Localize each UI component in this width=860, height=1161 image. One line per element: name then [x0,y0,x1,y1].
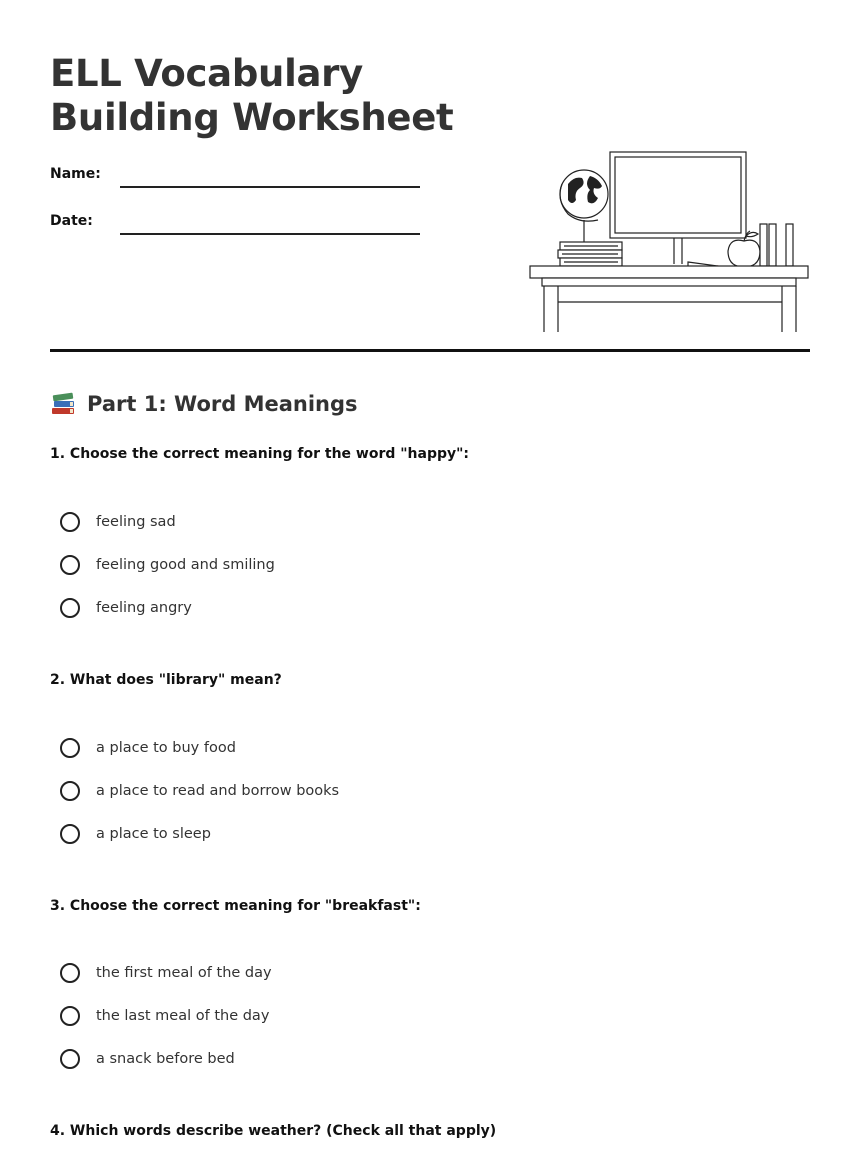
classroom-desk-illustration [528,148,812,334]
worksheet-title: ELL Vocabulary Building Worksheet [50,52,454,139]
radio-button[interactable] [60,781,80,801]
option-label: a place to sleep [96,826,211,842]
radio-button[interactable] [60,555,80,575]
option-label: feeling sad [96,514,176,530]
date-field[interactable] [50,213,430,237]
option-label: a place to read and borrow books [96,783,340,799]
option-label: a snack before bed [96,1051,235,1067]
header-divider [50,349,810,352]
option-label: the last meal of the day [96,1008,270,1024]
q2-option-1[interactable] [60,735,236,761]
q1-option-2[interactable] [60,552,275,578]
q2-option-3[interactable] [60,821,211,847]
part1-header [50,388,358,420]
name-label: Name: [50,166,101,182]
q3-option-3[interactable] [60,1046,235,1072]
question-4: 4. Which words describe weather? (Check all that apply) [50,1123,497,1139]
radio-button[interactable] [60,738,80,758]
radio-button[interactable] [60,963,80,983]
question-3: 3. Choose the correct meaning for "breakfast": [50,898,421,914]
q3-option-2[interactable] [60,1003,269,1029]
name-line[interactable] [120,186,420,188]
q2-option-2[interactable] [60,778,339,804]
q1-option-3[interactable] [60,595,192,621]
radio-button[interactable] [60,824,80,844]
books-icon [50,390,78,418]
date-line[interactable] [120,233,420,235]
radio-button[interactable] [60,598,80,618]
option-label: the first meal of the day [96,965,272,981]
q1-option-1[interactable] [60,509,176,535]
q3-option-1[interactable] [60,960,272,986]
part1-title: Part 1: Word Meanings [87,392,358,416]
radio-button[interactable] [60,1049,80,1069]
question-1: 1. Choose the correct meaning for the word "happy": [50,446,470,462]
date-label: Date: [50,213,93,229]
option-label: feeling angry [96,600,192,616]
name-field[interactable] [50,166,430,190]
option-label: a place to buy food [96,740,236,756]
radio-button[interactable] [60,1006,80,1026]
radio-button[interactable] [60,512,80,532]
option-label: feeling good and smiling [96,557,275,573]
question-2: 2. What does "library" mean? [50,672,282,688]
